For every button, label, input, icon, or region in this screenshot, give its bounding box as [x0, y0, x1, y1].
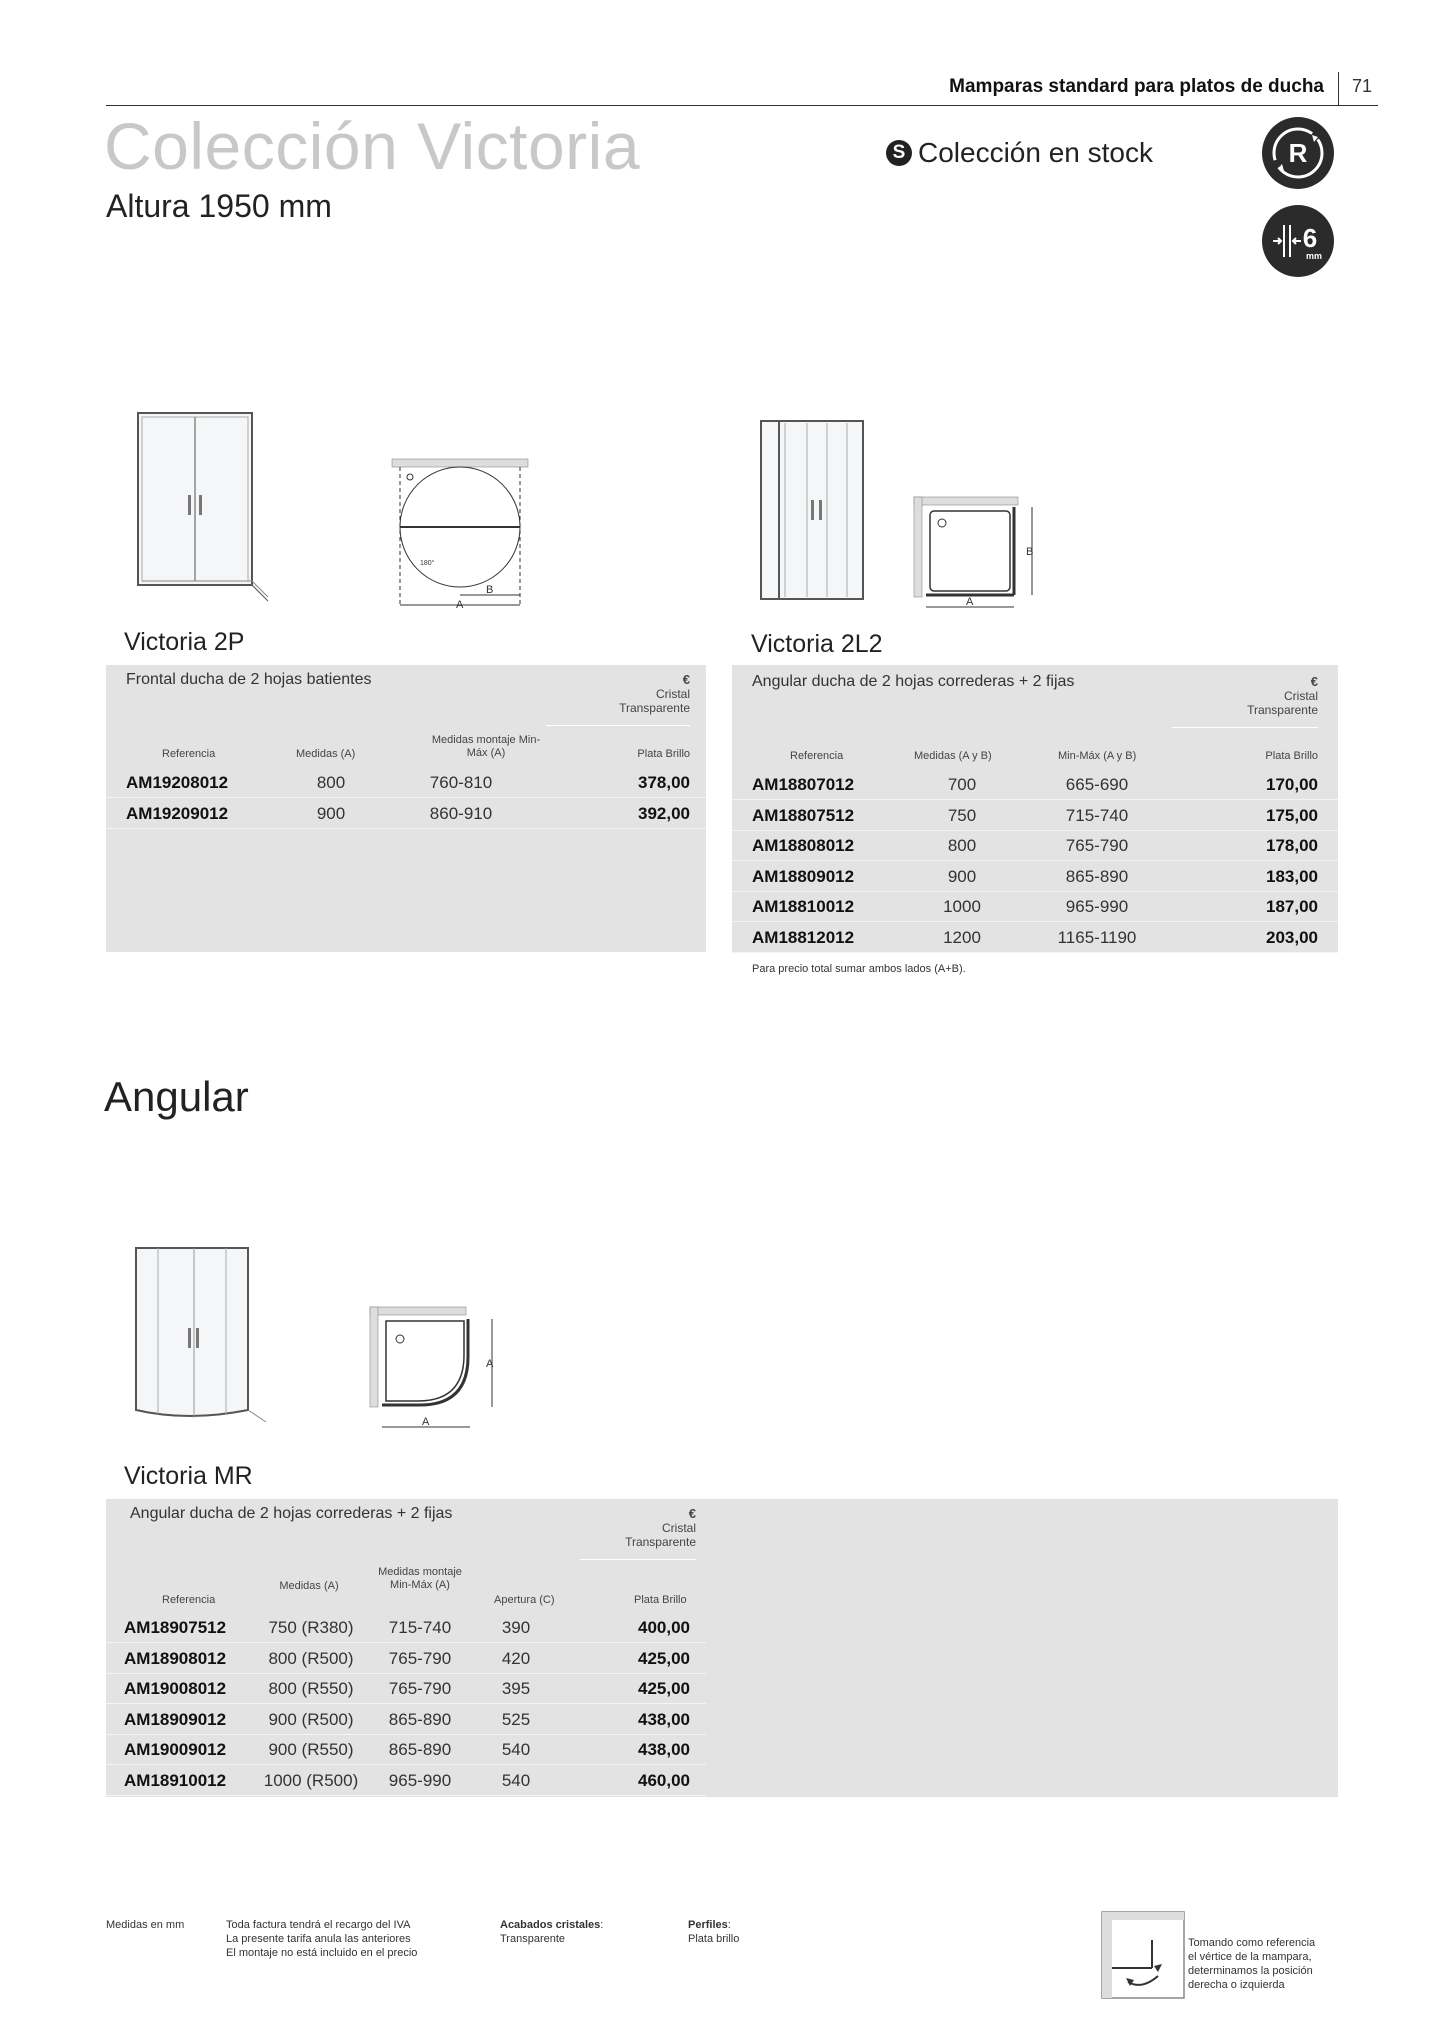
- value-cell: 965-990: [1065, 897, 1129, 916]
- price-column-header: € Cristal Transparente: [625, 1506, 696, 1549]
- value-cell: 1000: [943, 897, 981, 916]
- table-row: [106, 767, 706, 798]
- price-column-header: € Cristal Transparente: [619, 672, 690, 715]
- column-header: Medidas montaje Min-Máx (A): [431, 734, 541, 759]
- table-row: [106, 1643, 706, 1674]
- table-row: [106, 1765, 706, 1796]
- value-cell: 765-790: [388, 1648, 452, 1668]
- value-cell: 1000 (R500): [263, 1770, 359, 1790]
- value-cell: 1165-1190: [1057, 927, 1137, 947]
- victoria-2p-product-image: [128, 405, 278, 610]
- orientation-diagram-icon: [1100, 1910, 1186, 2000]
- column-header: Referencia: [790, 750, 844, 762]
- table-row: [732, 861, 1338, 892]
- price-cell: 378,00: [638, 773, 690, 792]
- reference-cell: AM18809012: [752, 866, 855, 886]
- recycle-r-icon: [1262, 117, 1334, 189]
- value-cell: 750 (R380): [268, 1618, 354, 1637]
- section-heading-angular: Angular: [104, 1073, 249, 1120]
- value-cell: 715-740: [1065, 805, 1129, 825]
- value-cell: 540: [501, 1740, 531, 1759]
- price-cell: 425,00: [638, 1679, 690, 1698]
- value-cell: 395: [501, 1679, 531, 1698]
- product-name-victoria-2p: Victoria 2P: [124, 628, 245, 656]
- value-cell: 760-810: [429, 773, 493, 792]
- price-cell: 438,00: [638, 1709, 690, 1729]
- reference-cell: AM19009012: [124, 1740, 227, 1759]
- footer-units: Medidas en mm: [106, 1919, 185, 1931]
- stock-indicator: [886, 137, 1153, 169]
- price-cell: 460,00: [638, 1770, 690, 1790]
- value-cell: 965-990: [388, 1770, 452, 1790]
- value-cell: 800 (R500): [268, 1648, 354, 1668]
- svg-text:mm: mm: [1305, 251, 1323, 261]
- svg-text:A: A: [422, 1416, 430, 1428]
- svg-text:6: 6: [1302, 223, 1318, 253]
- victoria-mr-product-image: [128, 1240, 278, 1430]
- footer-profiles: Perfiles: Plata brillo: [688, 1919, 740, 1945]
- price-cell: 178,00: [1266, 836, 1318, 855]
- footer-legal: Toda factura tendrá el recargo del IVA La presente tarifa anula las anteriores El montaje no está incluido en el precio: [226, 1919, 418, 1959]
- victoria-2l2-plan-diagram: [912, 495, 1042, 615]
- table-footnote: Para precio total sumar ambos lados (A+B).: [752, 963, 966, 975]
- table-description: Angular ducha de 2 hojas correderas + 2 fijas: [130, 1505, 453, 1522]
- value-cell: 865-890: [1065, 866, 1129, 886]
- table-row: [732, 922, 1338, 953]
- collection-subtitle: Altura 1950 mm: [106, 188, 332, 224]
- collection-title: Colección Victoria: [104, 109, 641, 183]
- price-cell: 170,00: [1266, 775, 1318, 794]
- reference-cell: AM19008012: [124, 1679, 227, 1698]
- table-row: [732, 800, 1338, 831]
- value-cell: 800: [316, 773, 346, 792]
- reference-cell: AM18807512: [752, 805, 855, 825]
- value-cell: 1200: [943, 927, 981, 947]
- price-cell: 183,00: [1266, 866, 1318, 886]
- victoria-mr-plan-diagram: [368, 1305, 508, 1435]
- victoria-2l2-price-table: [732, 665, 1338, 952]
- stock-label: Colección en stock: [918, 137, 1154, 168]
- value-cell: 750: [947, 805, 977, 825]
- value-cell: 540: [501, 1770, 531, 1790]
- svg-text:B: B: [486, 584, 494, 596]
- svg-text:A: A: [966, 596, 974, 608]
- table-row: [106, 798, 706, 829]
- value-cell: 765-790: [388, 1679, 452, 1698]
- value-cell: 525: [501, 1709, 531, 1729]
- table-row: [106, 1673, 706, 1704]
- victoria-2p-plan-diagram: [386, 455, 536, 610]
- victoria-2p-price-table: [106, 665, 706, 952]
- value-cell: 665-690: [1065, 775, 1129, 794]
- reference-cell: AM18908012: [124, 1648, 227, 1668]
- table-row: [732, 891, 1338, 922]
- value-cell: 420: [501, 1648, 531, 1668]
- price-cell: 400,00: [638, 1618, 690, 1637]
- price-cell: 392,00: [638, 804, 690, 823]
- reference-cell: AM18808012: [752, 836, 855, 855]
- glass-thickness-icon: [1262, 205, 1334, 277]
- value-cell: 765-790: [1065, 836, 1129, 855]
- price-cell: 175,00: [1266, 805, 1318, 825]
- table-row: [732, 769, 1338, 800]
- price-column-header: € Cristal Transparente: [1247, 674, 1318, 717]
- header-separator: [1338, 72, 1339, 105]
- value-cell: 390: [501, 1618, 531, 1637]
- value-cell: 800: [947, 836, 977, 855]
- svg-text:B: B: [1026, 546, 1034, 558]
- value-cell: 900 (R500): [268, 1709, 354, 1729]
- reference-cell: AM18810012: [752, 897, 855, 916]
- svg-text:180°: 180°: [420, 560, 435, 567]
- price-cell: 425,00: [638, 1648, 690, 1668]
- price-cell: 187,00: [1266, 897, 1318, 916]
- value-cell: 900: [316, 804, 346, 823]
- reference-cell: AM18907512: [124, 1618, 227, 1637]
- footer-glass-finishes: Acabados cristales: Transparente: [500, 1919, 604, 1945]
- value-cell: 860-910: [429, 804, 493, 823]
- price-cell: 203,00: [1266, 927, 1318, 947]
- reference-cell: AM19208012: [126, 773, 229, 792]
- svg-text:A: A: [456, 599, 464, 610]
- section-header-title: Mamparas standard para platos de ducha: [949, 76, 1324, 97]
- table-row: [106, 1612, 706, 1643]
- price-cell: 438,00: [638, 1740, 690, 1759]
- victoria-2l2-product-image: [755, 415, 875, 610]
- reference-cell: AM18807012: [752, 775, 855, 794]
- value-cell: 900: [947, 866, 977, 886]
- column-header: Referencia: [162, 1594, 216, 1606]
- value-cell: 865-890: [388, 1709, 452, 1729]
- page-number: 71: [1352, 76, 1373, 96]
- column-header: Medidas montaje Min-Máx (A): [378, 1566, 462, 1591]
- svg-text:A: A: [486, 1358, 494, 1370]
- reference-cell: AM18812012: [752, 927, 855, 947]
- column-header: Min-Máx (A y B): [1058, 750, 1137, 762]
- reference-cell: AM18910012: [124, 1770, 227, 1790]
- column-header: Plata Brillo: [1265, 750, 1318, 762]
- value-cell: 715-740: [388, 1618, 452, 1637]
- column-header: Medidas (A): [296, 748, 356, 760]
- value-cell: 700: [947, 775, 977, 794]
- column-header: Medidas (A): [279, 1580, 339, 1592]
- victoria-mr-price-table: [106, 1499, 1338, 1797]
- badge-r-text: R: [1288, 138, 1308, 168]
- value-cell: 800 (R550): [268, 1679, 354, 1698]
- table-row: [732, 830, 1338, 861]
- header-rule: [106, 105, 1378, 106]
- reference-cell: AM18909012: [124, 1709, 227, 1729]
- column-header: Medidas (A y B): [914, 750, 992, 762]
- product-name-victoria-2l2: Victoria 2L2: [751, 630, 883, 658]
- column-header: Plata Brillo: [637, 748, 690, 760]
- column-header: Plata Brillo: [634, 1594, 687, 1606]
- value-cell: 900 (R550): [268, 1740, 354, 1759]
- product-name-victoria-mr: Victoria MR: [124, 1462, 253, 1490]
- table-description: Frontal ducha de 2 hojas batientes: [126, 671, 372, 688]
- table-row: [106, 1704, 706, 1735]
- footer-orientation-note: Tomando como referencia el vértice de la mampara, determinamos la posición derecha o izquierda: [1188, 1937, 1316, 1991]
- table-description: Angular ducha de 2 hojas correderas + 2 fijas: [752, 673, 1075, 690]
- reference-cell: AM19209012: [126, 804, 229, 823]
- table-row: [106, 1734, 706, 1765]
- column-header: Apertura (C): [494, 1594, 555, 1606]
- value-cell: 865-890: [388, 1740, 452, 1759]
- column-header: Referencia: [162, 748, 216, 760]
- stock-icon: S: [886, 140, 912, 166]
